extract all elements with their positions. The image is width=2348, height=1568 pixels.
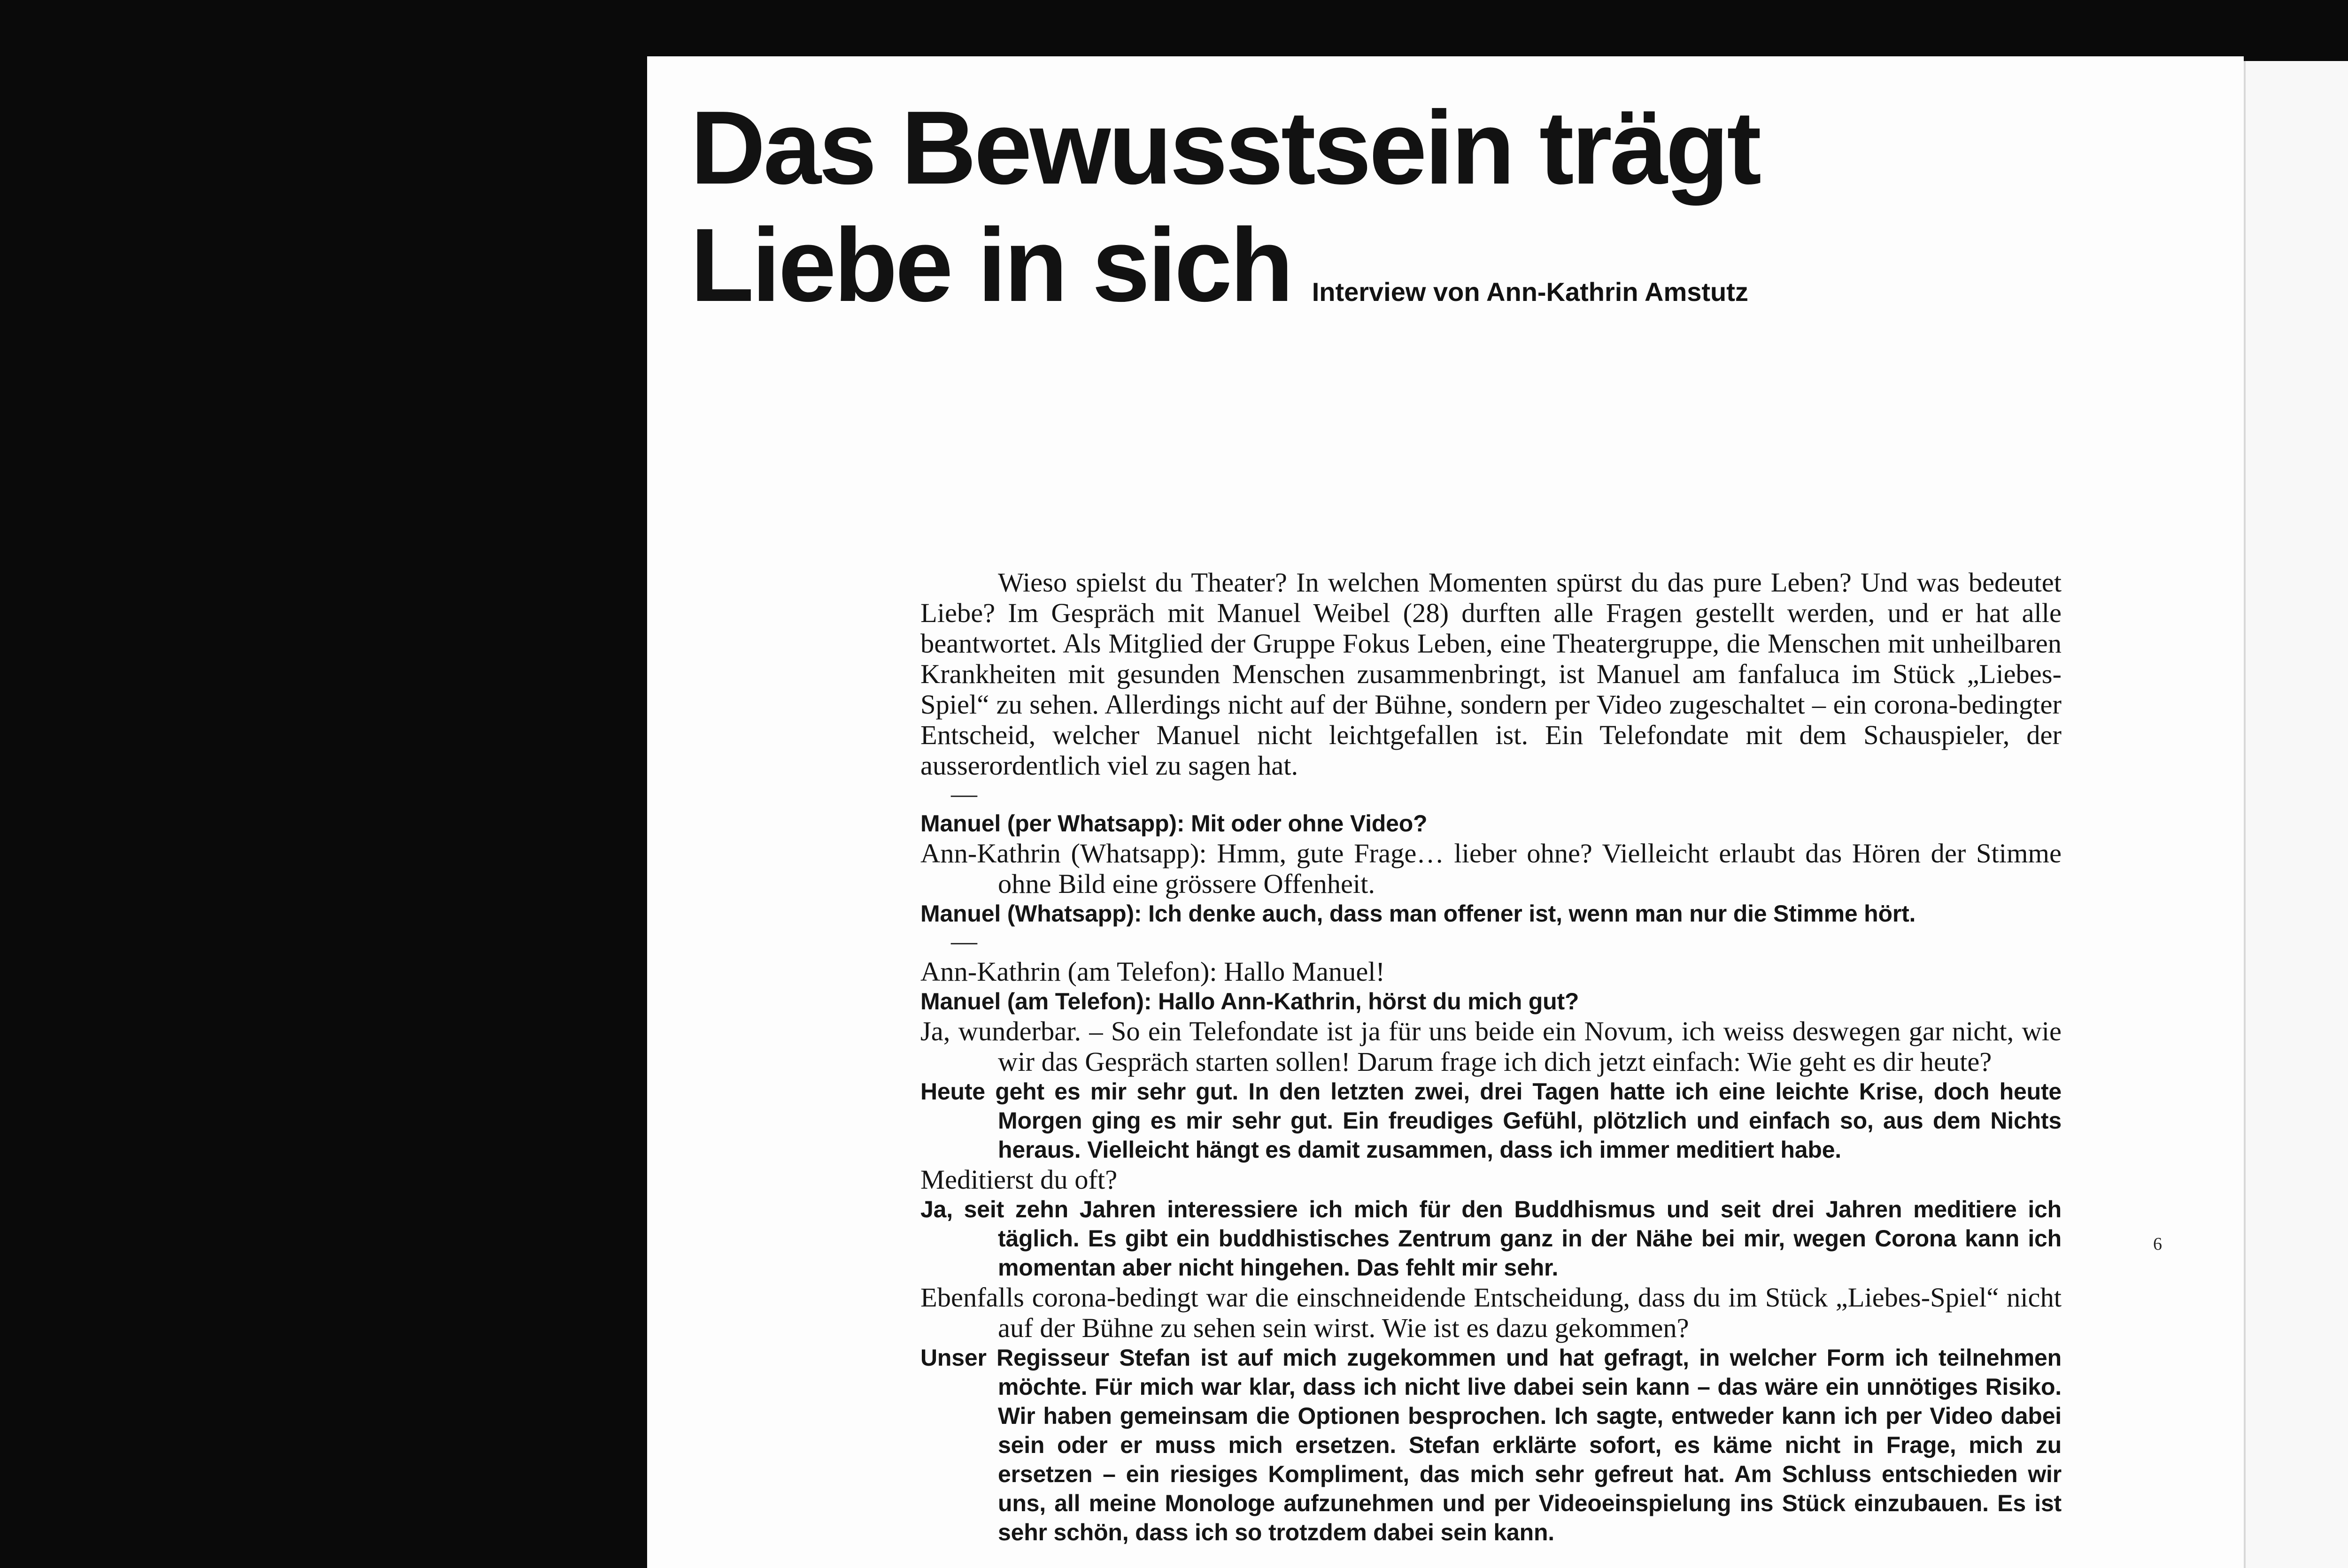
interview-answer: Unser Regisseur Stefan ist auf mich zugekommen und hat gefragt, in welcher Form ich teilnehmen möchte. Für mich war klar, dass ich nicht live dabei sein kann – das wäre ein unnötiges Risiko. Wir haben gemeinsam die Optionen besprochen. Ich sagte, entweder kann ich per Video dabei sein oder er muss mich ersetzen. Stefan erklärte sofort, es käme nicht in Frage, mich zu ersetzen – ein riesiges Kompliment, das mich sehr gefreut hat. Am Schluss entschieden wir uns, all meine Monologe aufzunehmen und per Videoeinspielung ins Stück einzubauen. Es ist sehr schön, dass ich so trotzdem dabei sein kann. bbox=[920, 1345, 2062, 1545]
article-body bbox=[920, 567, 2062, 1547]
interview-answer: Heute geht es mir sehr gut. In den letzten zwei, drei Tagen hatte ich eine leichte Krise, doch heute Morgen ging es mir sehr gut. Ein freudiges Gefühl, plötzlich und einfach so, aus dem Nichts heraus. Vielleicht hängt es damit zusammen, dass ich immer meditiert habe. bbox=[920, 1078, 2062, 1163]
phone-interview bbox=[920, 956, 2062, 1547]
title-line-1: Das Bewusstsein trägt bbox=[690, 90, 1760, 206]
magazine-page bbox=[647, 56, 2244, 1568]
facing-page bbox=[2244, 61, 2348, 1568]
scan-border-top bbox=[647, 0, 2348, 56]
interview-answer: Ja, seit zehn Jahren interessiere ich mich für den Buddhismus und seit drei Jahren meditiere ich täglich. Es gibt ein buddhistisches Zentrum ganz in der Nähe bei mir, wegen Corona kann ich momentan aber nicht hingehen. Das fehlt mir sehr. bbox=[920, 1196, 2062, 1281]
title-line-2 bbox=[690, 207, 1759, 351]
intro-paragraph: Wieso spielst du Theater? In welchen Momenten spürst du das pure Leben? Und was bedeutet Liebe? Im Gespräch mit Manuel Weibel (28) durften alle Fragen gestellt werden, und er hat alle beantwortet. Als Mitglied der Gruppe Fokus Leben, eine Theatergruppe, die Menschen mit unheilbaren Krankheiten mit gesunden Menschen zusammenbringt, ist Manuel am fanfaluca im Stück „Liebes-Spiel“ zu sehen. Allerdings nicht auf der Bühne, sondern per Video zugeschaltet – ein corona-bedingter Entscheid, welcher Manuel nicht leichtgefallen ist. Ein Telefondate mit dem Schauspieler, der ausserordentlich viel zu sagen hat. bbox=[920, 567, 2062, 781]
interview-answer: Manuel (am Telefon): Hallo Ann-Kathrin, hörst du mich gut? bbox=[920, 988, 1579, 1015]
interview-question: Meditierst du oft? bbox=[920, 1164, 1118, 1195]
whatsapp-exchange bbox=[920, 809, 2062, 928]
separator-dash: — bbox=[951, 927, 977, 956]
title-line-2-text: Liebe in sich bbox=[690, 207, 1291, 323]
interview-question: Ebenfalls corona-bedingt war die einschneidende Entscheidung, dass du im Stück „Liebes-Spiel“ nicht auf der Bühne zu sehen sein wirst. Wie ist es dazu gekommen? bbox=[920, 1282, 2062, 1343]
byline: Interview von Ann-Kathrin Amstutz bbox=[1312, 277, 1748, 307]
article-title bbox=[690, 89, 1759, 351]
page-number-left: 6 bbox=[2153, 1234, 2162, 1254]
interview-answer: Manuel (Whatsapp): Ich denke auch, dass man offener ist, wenn man nur die Stimme hört. bbox=[920, 900, 1916, 927]
interview-question: Ann-Kathrin (am Telefon): Hallo Manuel! bbox=[920, 956, 1385, 987]
interview-question: Ann-Kathrin (Whatsapp): Hmm, gute Frage… lieber ohne? Vielleicht erlaubt das Hören der Stimme ohne Bild eine grössere Offenheit. bbox=[920, 838, 2062, 899]
interview-question: Ja, wunderbar. – So ein Telefondate ist ja für uns beide ein Novum, ich weiss deswegen gar nicht, wie wir das Gespräch starten sollen! Darum frage ich dich jetzt einfach: Wie geht es dir heute? bbox=[920, 1016, 2062, 1077]
interview-answer: Manuel (per Whatsapp): Mit oder ohne Video? bbox=[920, 810, 1428, 837]
separator-dash: — bbox=[951, 779, 977, 808]
